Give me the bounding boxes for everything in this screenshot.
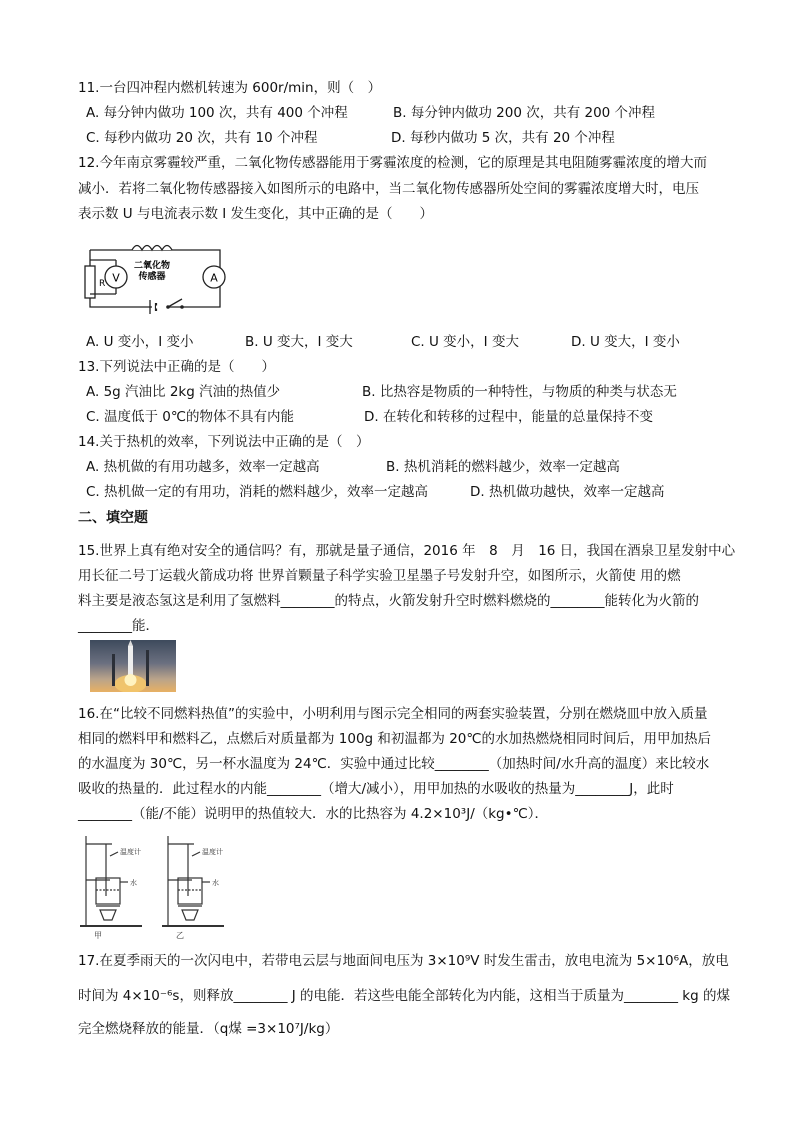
q16-line5: ________（能/不能）说明甲的热值较大．水的比热容为 4.2×10³J/（kg•℃）． (78, 806, 549, 822)
q12-option-a: A. U 变小，I 变小 (86, 334, 194, 350)
q11-option-d: D. 每秒内做功 5 次，共有 20 个冲程 (391, 130, 615, 146)
water-label-left: 水 (130, 879, 137, 887)
q15-line4: ________能． (78, 618, 159, 634)
q13-option-a: A. 5g 汽油比 2kg 汽油的热值少 (86, 384, 281, 400)
q15-line2: 用长征二号丁运载火箭成功将 世界首颗量子科学实验卫星墨子号发射升空，如图所示，火箭使 用的燃 (78, 568, 681, 584)
q12-option-c: C. U 变小，I 变大 (411, 334, 519, 350)
q11-option-a: A. 每分钟内做功 100 次，共有 400 个冲程 (86, 105, 348, 121)
q16-line4: 吸收的热量的．此过程水的内能________（增大/减小），用甲加热的水吸收的热量为________J，此时 (78, 781, 674, 797)
thermometer-label-right: 温度计 (202, 848, 223, 856)
thermometer-label-left: 温度计 (120, 848, 141, 856)
ammeter-label: A (210, 271, 218, 285)
sensor-label-1: 二氧化物 (133, 261, 171, 271)
q14-option-c: C. 热机做一定的有用功，消耗的燃料越少，效率一定越高 (86, 484, 429, 500)
resistor-symbol (85, 266, 95, 298)
q14-option-a: A. 热机做的有用功越多，效率一定越高 (86, 459, 320, 475)
sensor-label-2: 传感器 (138, 272, 166, 282)
q12-line3: 表示数 U 与电流表示数 I 发生变化，其中正确的是（ ） (78, 206, 434, 222)
q12-line2: 减小．若将二氧化物传感器接入如图所示的电路中，当二氧化物传感器所处空间的雾霾浓度增大时，电压 (78, 181, 699, 197)
q14-stem: 14.关于热机的效率，下列说法中正确的是（ ） (78, 434, 370, 450)
resistor-label: R (99, 279, 106, 289)
q12-option-b: B. U 变大，I 变大 (245, 334, 353, 350)
q12-line1: 12.今年南京雾霾较严重，二氧化物传感器能用于雾霾浓度的检测，它的原理是其电阻随雾霾浓度的增大而 (78, 155, 707, 171)
q16-line2: 相同的燃料甲和燃料乙，点燃后对质量都为 100g 和初温都为 20℃的水加热燃烧相同时间后，用甲加热后 (78, 731, 712, 747)
heating-apparatus-figure (76, 830, 242, 942)
q17-line2: 时间为 4×10⁻⁶s，则释放________ J 的电能．若这些电能全部转化为内能，这相当于质量为________ kg 的煤 (78, 988, 730, 1004)
q14-option-d: D. 热机做功越快，效率一定越高 (470, 484, 665, 500)
circuit-diagram (82, 242, 232, 318)
q11-option-c: C. 每秒内做功 20 次，共有 10 个冲程 (86, 130, 318, 146)
q13-option-c: C. 温度低于 0℃的物体不具有内能 (86, 409, 295, 425)
q13-option-b: B. 比热容是物质的一种特性，与物质的种类与状态无 (362, 384, 677, 400)
q13-option-d: D. 在转化和转移的过程中，能量的总量保持不变 (364, 409, 653, 425)
q15-line1: 15.世界上真有绝对安全的通信吗？有，那就是量子通信，2016 年 8 月 16 日，我国在酒泉卫星发射中心 (78, 543, 736, 559)
q11-option-b: B. 每分钟内做功 200 次，共有 200 个冲程 (393, 105, 656, 121)
caption-yi: 乙 (176, 931, 184, 940)
q17-line3: 完全燃烧释放的能量．（q煤 =3×10⁷J/kg） (78, 1021, 339, 1037)
voltmeter-label: V (112, 271, 120, 285)
q13-stem: 13.下列说法中正确的是（ ） (78, 359, 275, 375)
q14-option-b: B. 热机消耗的燃料越少，效率一定越高 (386, 459, 620, 475)
q16-line1: 16.在“比较不同燃料热值”的实验中，小明利用与图示完全相同的两套实验装置，分别在燃烧皿中放入质量 (78, 706, 708, 722)
q16-line3: 的水温度为 30℃，另一杯水温度为 24℃．实验中通过比较________（加热时间/水升高的温度）来比较水 (78, 756, 710, 772)
caption-jia: 甲 (94, 931, 102, 940)
q17-line1: 17.在夏季雨天的一次闪电中，若带电云层与地面间电压为 3×10⁹V 时发生雷击，放电电流为 5×10⁶A，放电 (78, 953, 729, 969)
q12-option-d: D. U 变大，I 变小 (571, 334, 680, 350)
water-label-right: 水 (212, 879, 219, 887)
rocket-launch-photo (90, 640, 176, 692)
q11-stem: 11.一台四冲程内燃机转速为 600r/min，则（ ） (78, 80, 382, 96)
section-title: 二、填空题 (78, 510, 148, 526)
q15-line3: 料主要是液态氢这是利用了氢燃料________的特点，火箭发射升空时燃料燃烧的________能转化为火箭的 (78, 593, 699, 609)
